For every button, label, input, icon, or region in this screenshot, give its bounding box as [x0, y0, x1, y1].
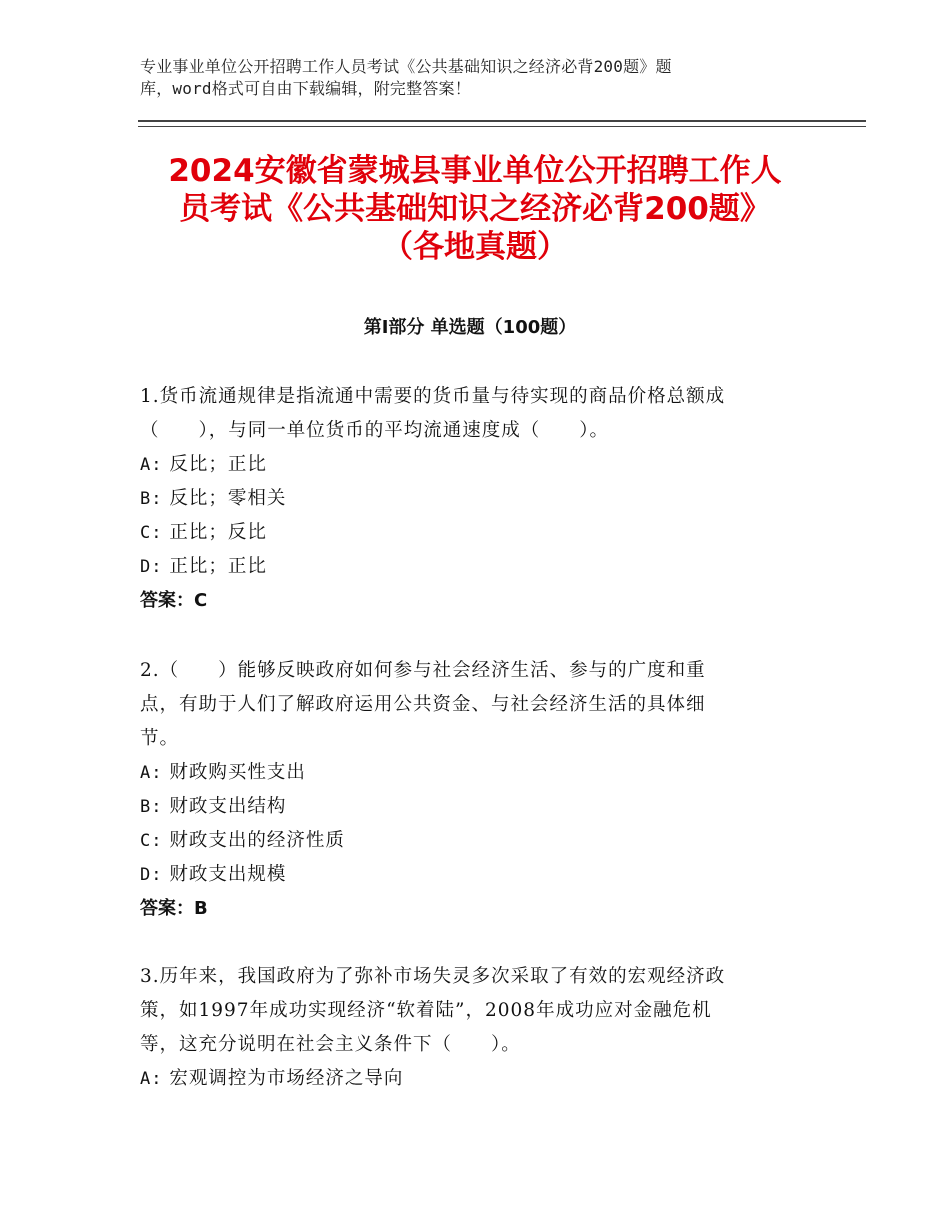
option-text: 财政支出的经济性质 [169, 830, 345, 851]
title-line-1: 2024安徽省蒙城县事业单位公开招聘工作人 [168, 153, 782, 189]
header-note-line-2: 库，word格式可自由下载编辑，附完整答案！ [140, 79, 471, 98]
section-heading: 第I部分 单选题（100题） [363, 317, 577, 338]
question-stem-line: 节。 [140, 728, 180, 749]
option-text: 财政支出结构 [169, 796, 287, 817]
option-b [140, 482, 820, 516]
option-a [140, 756, 820, 790]
header-note-line-1: 专业事业单位公开招聘工作人员考试《公共基础知识之经济必背200题》题 [140, 57, 672, 76]
question-stem-line: 等，这充分说明在社会主义条件下（ ）。 [140, 1034, 521, 1055]
option-key: D: [140, 557, 163, 577]
question-stem-line: 点，有助于人们了解政府运用公共资金、与社会经济生活的具体细 [140, 694, 706, 715]
question-1 [140, 380, 820, 618]
option-d [140, 550, 820, 584]
option-text: 财政购买性支出 [169, 762, 306, 783]
question-3 [140, 960, 820, 1096]
title-line-3: （各地真题） [382, 229, 568, 265]
question-2 [140, 654, 820, 926]
question-stem-line: （ ），与同一单位货币的平均流通速度成（ ）。 [140, 420, 610, 441]
header-rule-thick [138, 120, 866, 122]
question-stem-line: 2.（ ）能够反映政府如何参与社会经济生活、参与的广度和重 [140, 660, 706, 681]
option-text: 反比；零相关 [169, 488, 287, 509]
option-c [140, 516, 820, 550]
option-d [140, 858, 820, 892]
header-rule-thin [138, 126, 866, 127]
option-key: D: [140, 865, 163, 885]
option-text: 宏观调控为市场经济之导向 [169, 1068, 404, 1089]
option-b [140, 790, 820, 824]
option-key: B: [140, 489, 163, 509]
option-key: C: [140, 831, 163, 851]
document-header-note [140, 56, 840, 100]
option-text: 正比；反比 [169, 522, 267, 543]
option-key: A: [140, 455, 163, 475]
question-stem-line: 策，如1997年成功实现经济“软着陆”，2008年成功应对金融危机 [140, 1000, 712, 1021]
option-key: B: [140, 797, 163, 817]
option-a [140, 1062, 820, 1096]
option-text: 财政支出规模 [169, 864, 287, 885]
option-key: C: [140, 523, 163, 543]
option-key: A: [140, 1069, 163, 1089]
answer-line: 答案：B [140, 898, 208, 919]
option-key: A: [140, 763, 163, 783]
option-c [140, 824, 820, 858]
question-stem-line: 1.货币流通规律是指流通中需要的货币量与待实现的商品价格总额成 [140, 386, 726, 407]
question-stem-line: 3.历年来，我国政府为了弥补市场失灵多次采取了有效的宏观经济政 [140, 966, 726, 987]
option-text: 反比；正比 [169, 454, 267, 475]
document-title [110, 152, 840, 266]
option-a [140, 448, 820, 482]
answer-line: 答案：C [140, 590, 208, 611]
title-line-2: 员考试《公共基础知识之经济必背200题》 [179, 191, 771, 227]
option-text: 正比；正比 [169, 556, 267, 577]
